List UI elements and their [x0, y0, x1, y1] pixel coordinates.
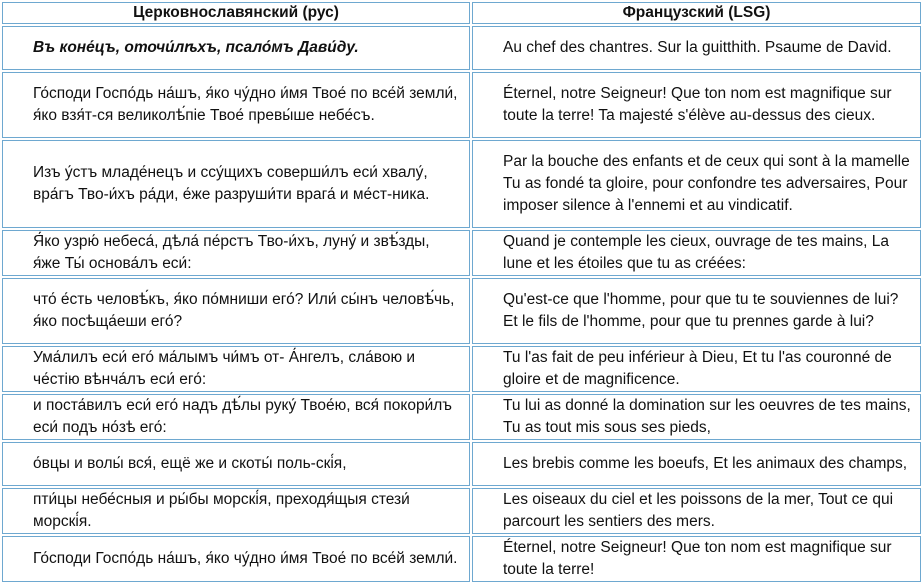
french-verse-cell: Les oiseaux du ciel et les poissons de la mer, Tout ce qui parcourt les sentiers des mers.: [472, 488, 921, 534]
table-row: [2, 488, 921, 534]
table-row: [2, 278, 921, 344]
table-row: [2, 26, 921, 70]
french-verse-cell: Par la bouche des enfants et de ceux qui sont à la mamelle Tu as fondé ta gloire, pour confondre tes adversaires, Pour imposer silence à l'ennemi et au vindicatif.: [472, 140, 921, 228]
table-row: [2, 230, 921, 276]
slavonic-verse-cell: Го́споди Госпо́дь на́шъ, я́ко чу́дно и́мя Твое́ по все́й земли́, я́ко взя́т-ся великолѣ́піе Твое́ превы́ше небе́съ.: [2, 72, 470, 138]
french-verse-cell: Les brebis comme les boeufs, Et les animaux des champs,: [472, 442, 921, 486]
slavonic-verse-cell: о́вцы и волы́ вся́, ещё же и скоты́ поль-скі́я,: [2, 442, 470, 486]
table-row: [2, 394, 921, 440]
french-verse-cell: Éternel, notre Seigneur! Que ton nom est magnifique sur toute la terre! Ta majesté s'élève au-dessus des cieux.: [472, 72, 921, 138]
french-verse-cell: Tu l'as fait de peu inférieur à Dieu, Et tu l'as couronné de gloire et de magnificence.: [472, 346, 921, 392]
slavonic-verse-cell: Го́споди Госпо́дь на́шъ, я́ко чу́дно и́мя Твое́ по все́й земли́.: [2, 536, 470, 582]
slavonic-verse-cell: и поста́вилъ еси́ его́ надъ дѣ́лы руку́ Твое́ю, вся́ покори́лъ еси́ подъ но́зѣ его́:: [2, 394, 470, 440]
header-row: [2, 2, 921, 24]
table-row: [2, 442, 921, 486]
slavonic-verse-cell: Изъ у́стъ младе́нецъ и ссу́щихъ соверши́лъ еси́ хвалу́, вра́гъ Тво-и́хъ ра́ди, е́же разруши́ти врага́ и ме́ст-ника.: [2, 140, 470, 228]
french-verse-cell: Quand je contemple les cieux, ouvrage de tes mains, La lune et les étoiles que tu as créées:: [472, 230, 921, 276]
french-verse-cell: Qu'est-ce que l'homme, pour que tu te souviennes de lui? Et le fils de l'homme, pour que tu prennes garde à lui?: [472, 278, 921, 344]
table-row: [2, 536, 921, 582]
table-row: [2, 72, 921, 138]
slavonic-verse-cell: пти́цы небе́сныя и ры́бы морскі́я, преходя́щыя стези́ морскі́я.: [2, 488, 470, 534]
slavonic-verse-cell: Ума́лилъ еси́ его́ ма́лымъ чи́мъ от- А́нгелъ, сла́вою и че́стію вѣнча́лъ еси́ его́:: [2, 346, 470, 392]
slavonic-verse-cell: Въ коне́цъ, оточи́лѣхъ, псало́мъ Дави́ду.: [2, 26, 470, 70]
slavonic-verse-cell: что́ е́сть человѣ́къ, я́ко по́мниши его́? Или́ сы́нъ человѣ́чь, я́ко посѣща́еши его́?: [2, 278, 470, 344]
french-verse-cell: Éternel, notre Seigneur! Que ton nom est magnifique sur toute la terre!: [472, 536, 921, 582]
table-row: [2, 346, 921, 392]
french-verse-cell: Tu lui as donné la domination sur les oeuvres de tes mains, Tu as tout mis sous ses pieds,: [472, 394, 921, 440]
column-header-slavonic: Церковнославянский (рус): [2, 2, 470, 24]
slavonic-verse-cell: Я́ко узрю́ небеса́, дѣла́ пе́рстъ Тво-и́хъ, луну́ и звѣ́зды, я́же Ты́ основа́лъ еси́:: [2, 230, 470, 276]
column-header-french: Французский (LSG): [472, 2, 921, 24]
french-verse-cell: Au chef des chantres. Sur la guitthith. Psaume de David.: [472, 26, 921, 70]
table-row: [2, 140, 921, 228]
